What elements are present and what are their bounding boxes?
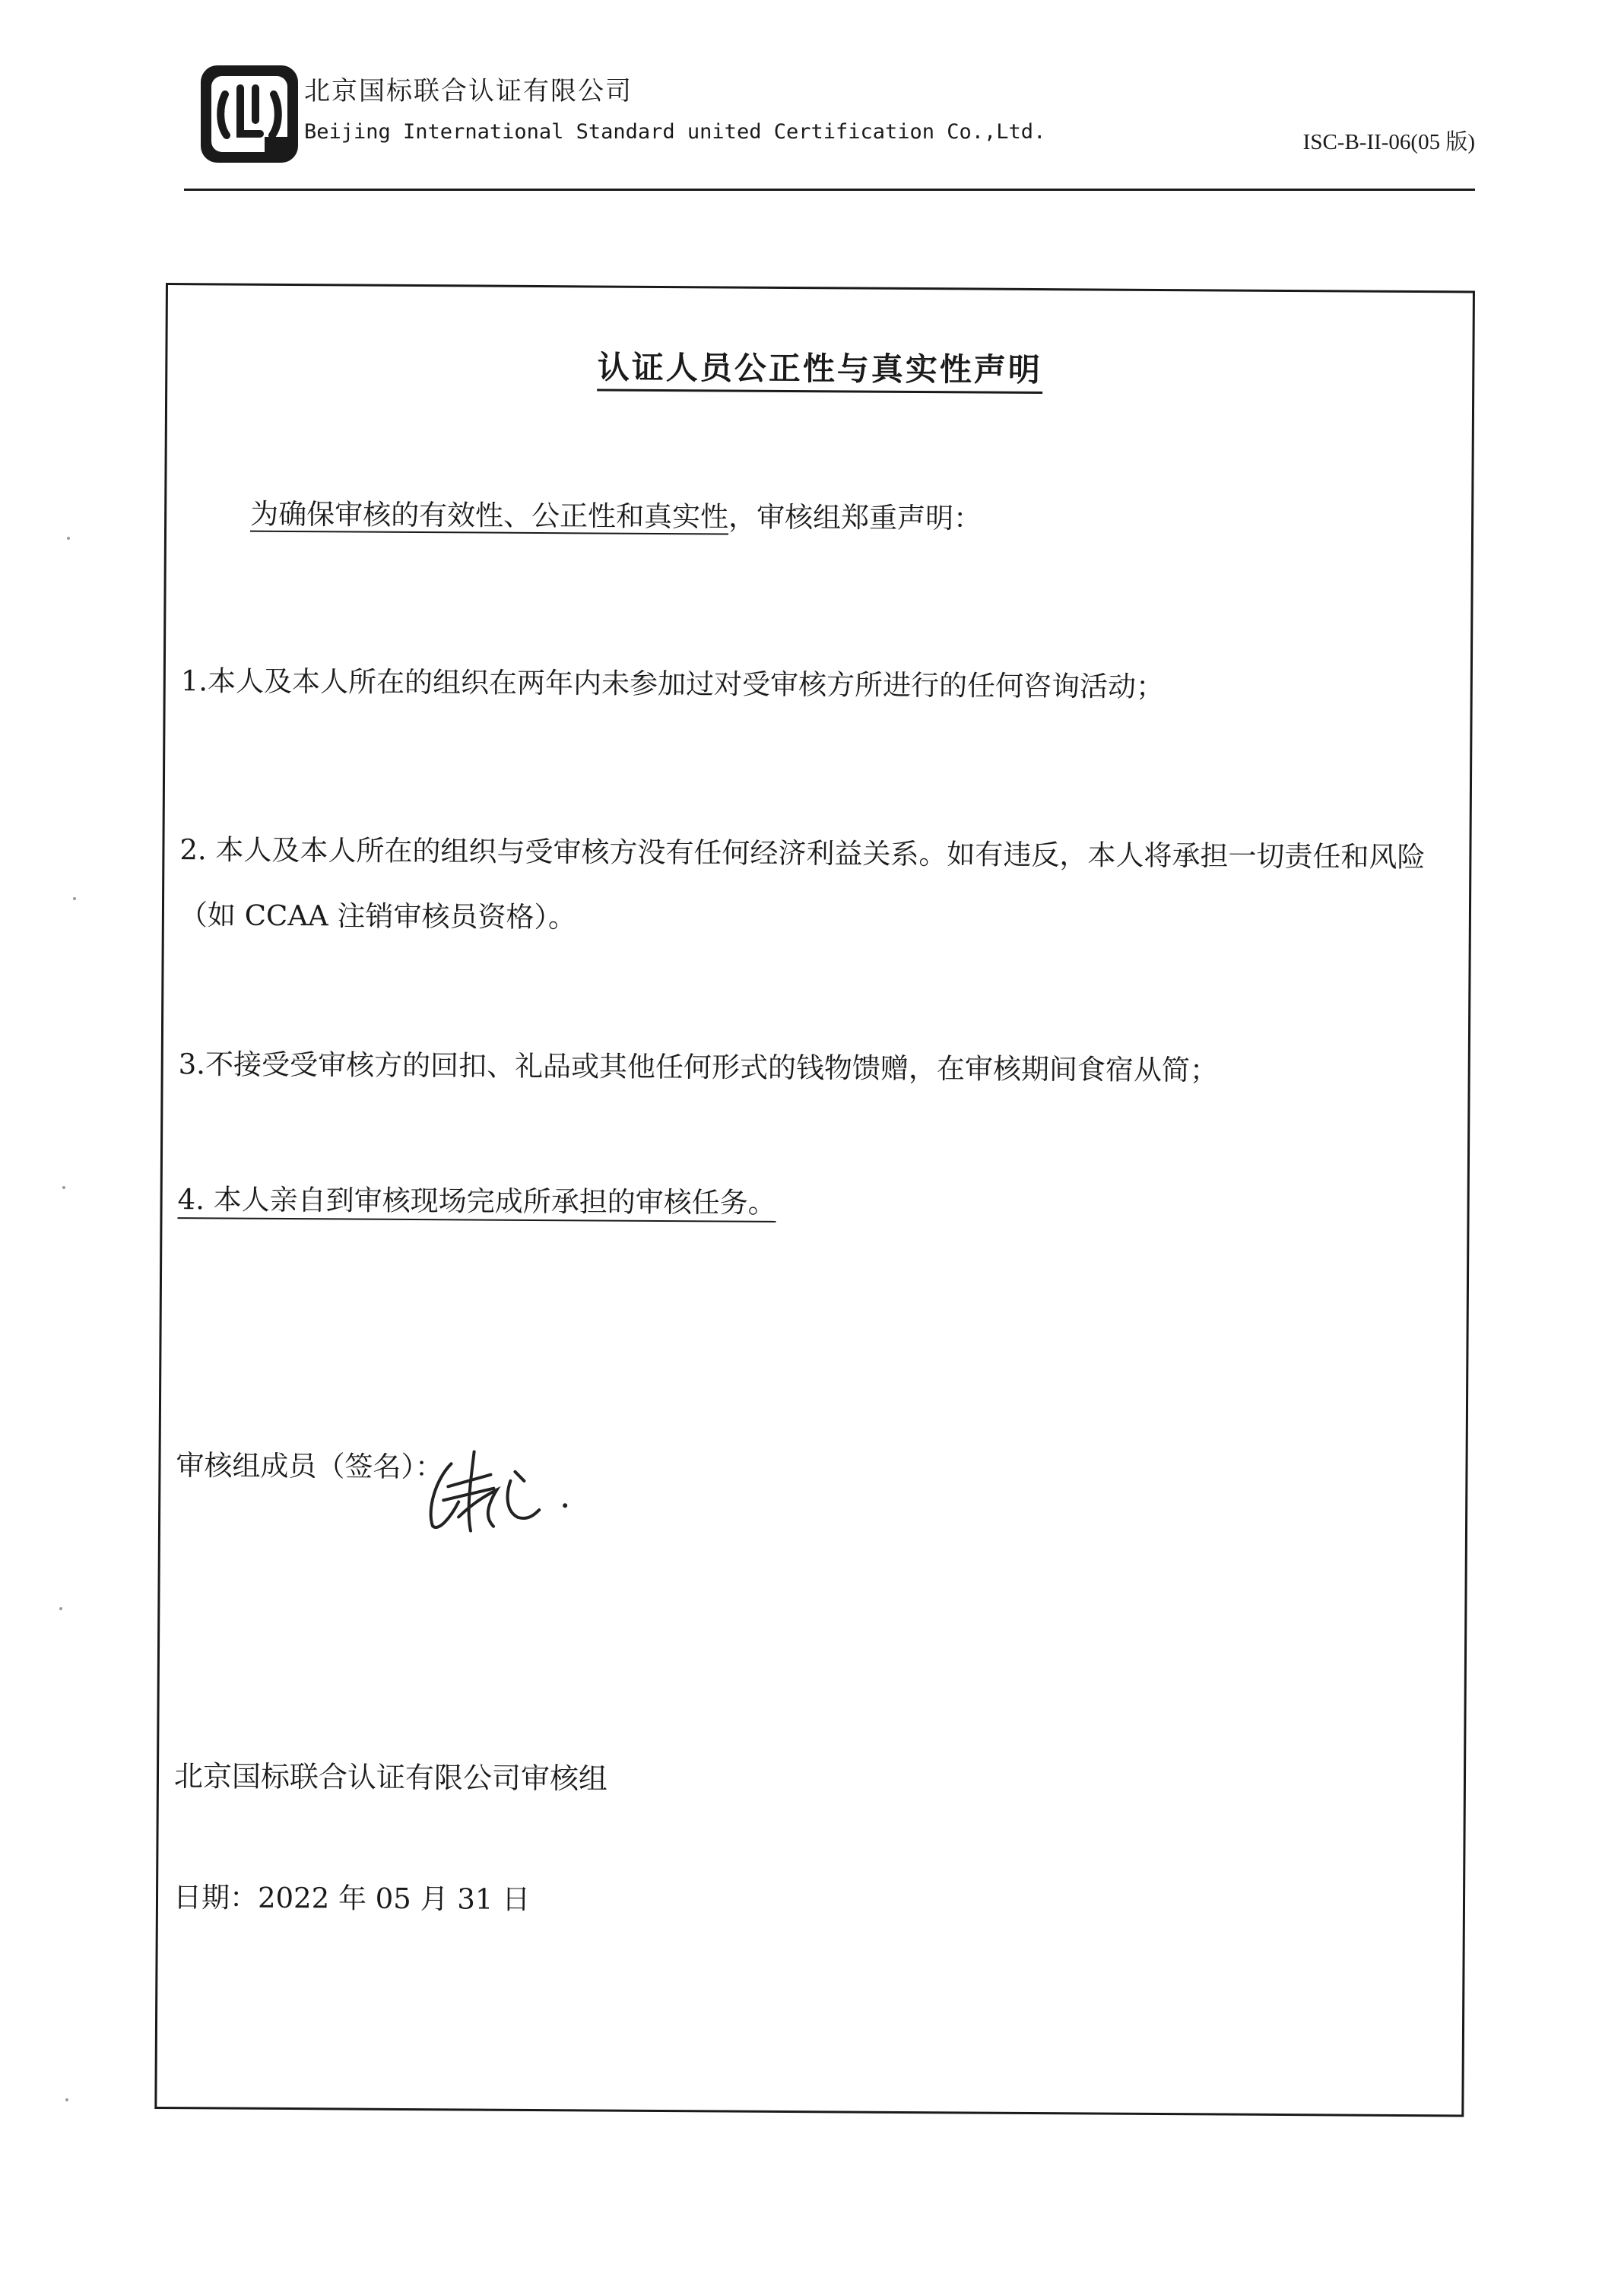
- clause-4: [177, 1167, 1451, 1240]
- clause-4-text: 4. 本人亲自到审核现场完成所承担的审核任务。: [177, 1183, 776, 1223]
- clause-3: 3.不接受受审核方的回扣、礼品或其他任何形式的钱物馈赠，在审核期间食宿从简；: [178, 1048, 1219, 1087]
- signature-label: 审核组成员（签名）：: [176, 1449, 444, 1484]
- document-title: [167, 340, 1472, 393]
- scan-speck: [62, 1186, 65, 1189]
- audit-team-organization: 北京国标联合认证有限公司审核组: [173, 1759, 608, 1796]
- declaration-date: 日期：2022 年 05 月 31 日: [173, 1881, 531, 1916]
- company-name-english: Beijing International Standard united Certification Co.,Ltd.: [304, 120, 1046, 144]
- intro-underlined-text: 为确保审核的有效性、公正性和真实性: [250, 497, 729, 534]
- clause-1: 1.本人及本人所在的组织在两年内未参加过对受审核方所进行的任何咨询活动；: [180, 664, 1165, 704]
- declaration-box: [154, 283, 1475, 2117]
- document-title-text: 认证人员公正性与真实性声明: [598, 348, 1042, 394]
- form-code: ISC-B-II-06(05 版): [1302, 130, 1475, 154]
- intro-statement: [250, 491, 982, 537]
- document-header: [182, 53, 1475, 190]
- bisc-logo-icon: [196, 61, 303, 167]
- scan-speck: [73, 897, 76, 900]
- company-name-chinese: 北京国标联合认证有限公司: [304, 76, 633, 106]
- clause-2: 2. 本人及本人所在的组织与受审核方没有任何经济利益关系。如有违反，本人将承担一切责任和风险（如 CCAA 注销审核员资格）。: [179, 833, 1426, 934]
- header-divider: [184, 189, 1475, 191]
- scan-speck: [65, 2098, 68, 2101]
- intro-rest-text: ，审核组郑重声明：: [728, 500, 982, 535]
- scan-speck: [67, 537, 70, 540]
- scan-speck: [59, 1607, 62, 1610]
- handwritten-signature-icon: [420, 1441, 581, 1536]
